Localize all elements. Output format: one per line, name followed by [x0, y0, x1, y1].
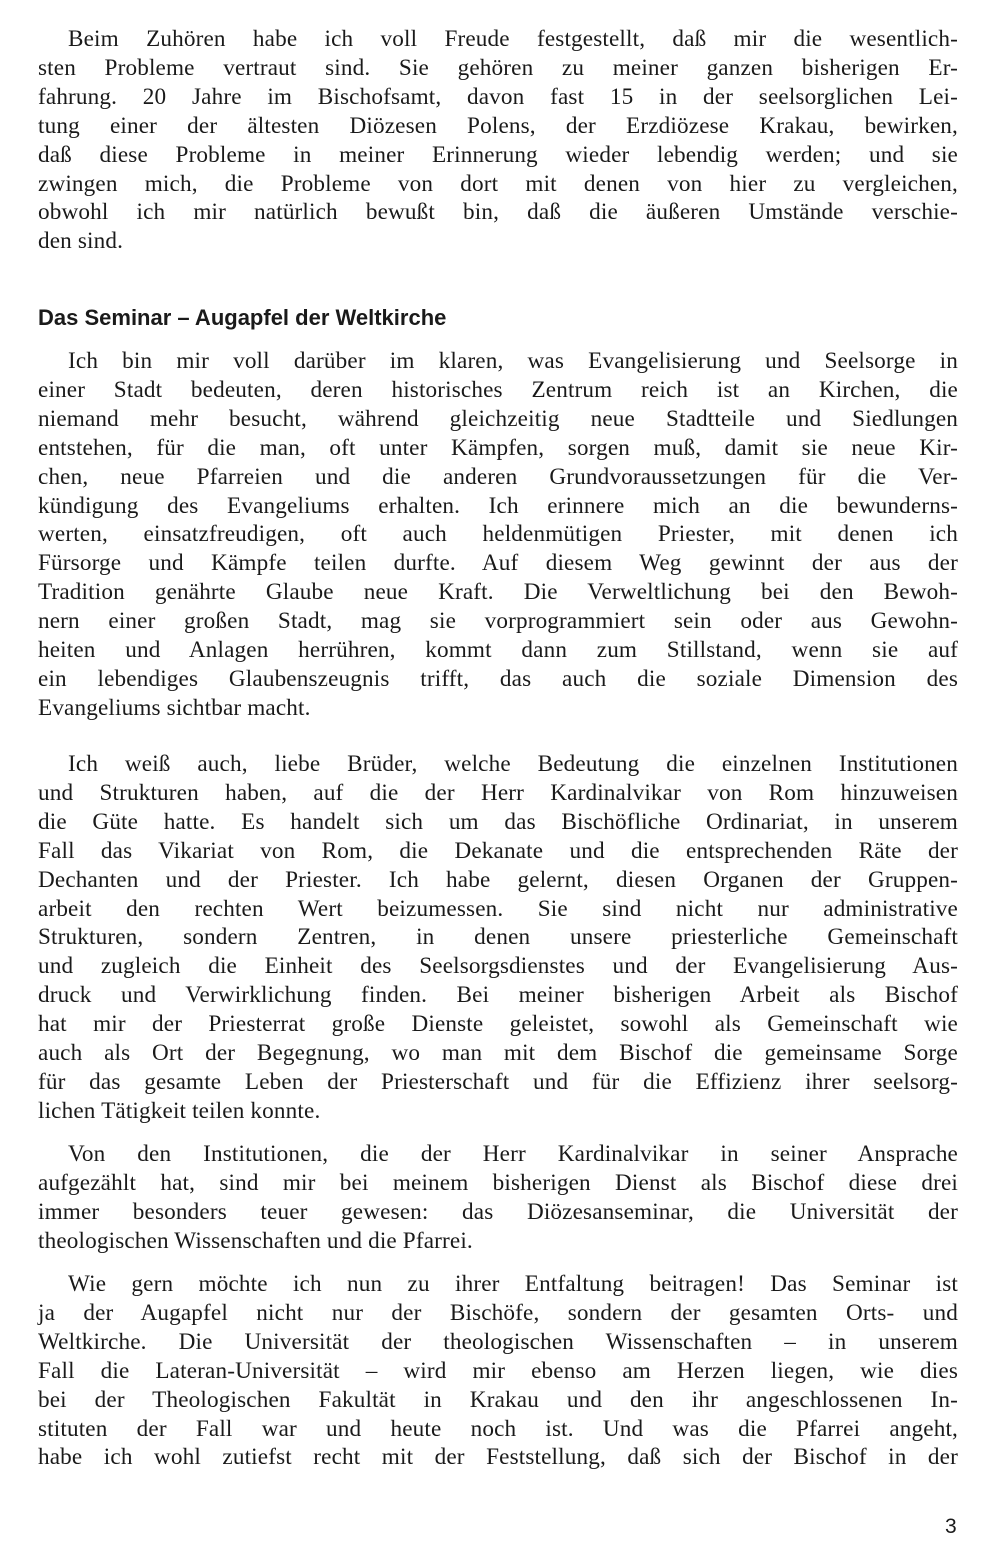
paragraph-4: [38, 1140, 958, 1256]
section-heading: Das Seminar – Augapfel der Weltkirche: [38, 305, 447, 330]
text-line: und zugleich die Einheit des Seelsorgsdienstes und der Evangelisierung Aus-: [38, 953, 958, 980]
text-line: daß diese Probleme in meiner Erinnerung wieder lebendig werden; und sie: [38, 141, 958, 168]
text-line: Fall das Vikariat von Rom, die Dekanate und die entsprechenden Räte der: [38, 837, 958, 864]
paragraph-5: [38, 1270, 958, 1472]
paragraph-1: [38, 25, 958, 256]
text-line: Weltkirche. Die Universität der theologischen Wissenschaften – in unserem: [38, 1328, 958, 1355]
text-line: habe ich wohl zutiefst recht mit der Feststellung, daß sich der Bischof in der: [38, 1444, 958, 1471]
text-line: einer Stadt bedeuten, deren historisches Zentrum reich ist an Kirchen, die: [38, 376, 958, 403]
text-line: niemand mehr besucht, während gleichzeitig neue Stadtteile und Siedlungen: [38, 405, 958, 432]
text-line: die Güte hatte. Es handelt sich um das Bischöfliche Ordinariat, in unserem: [38, 808, 958, 835]
text-line: Fürsorge und Kämpfe teilen durfte. Auf diesem Weg gewinnt der aus der: [38, 550, 958, 577]
text-line: stituten der Fall war und heute noch ist. Und was die Pfarrei angeht,: [38, 1415, 958, 1442]
text-line: nern einer großen Stadt, mag sie vorprogrammiert sein oder aus Gewohn-: [38, 608, 958, 635]
text-line: Strukturen, sondern Zentren, in denen unsere priesterliche Gemeinschaft: [38, 924, 958, 951]
text-line: hat mir der Priesterrat große Dienste geleistet, sowohl als Gemeinschaft wie: [38, 1011, 958, 1038]
text-line: zwingen mich, die Probleme von dort mit denen von hier zu vergleichen,: [38, 170, 958, 197]
text-line: Dechanten und der Priester. Ich habe gelernt, diesen Organen der Gruppen-: [38, 866, 958, 893]
text-line: für das gesamte Leben der Priesterschaft und für die Effizienz ihrer seelsorg-: [38, 1068, 958, 1095]
text-line: lichen Tätigkeit teilen konnte.: [38, 1097, 321, 1124]
text-line: immer besonders teuer gewesen: das Diözesanseminar, die Universität der: [38, 1198, 958, 1225]
text-line: werten, einsatzfreudigen, oft auch heldenmütigen Priester, mit denen ich: [38, 521, 958, 548]
text-line: chen, neue Pfarreien und die anderen Grundvoraussetzungen für die Ver-: [38, 463, 958, 490]
text-line: ein lebendiges Glaubenszeugnis trifft, das auch die soziale Dimension des: [38, 665, 958, 692]
text-line: Ich weiß auch, liebe Brüder, welche Bedeutung die einzelnen Institutionen: [68, 751, 958, 777]
paragraph-3: [38, 750, 958, 1126]
text-line: den sind.: [38, 228, 124, 255]
text-line: Wie gern möchte ich nun zu ihrer Entfaltung beitragen! Das Seminar ist: [68, 1271, 958, 1297]
text-line: heiten und Anlagen herrühren, kommt dann zum Stillstand, wenn sie auf: [38, 637, 958, 664]
text-line: Evangeliums sichtbar macht.: [38, 694, 311, 721]
paragraph-2: [38, 347, 958, 723]
page-number: 3: [945, 1515, 957, 1538]
text-line: fahrung. 20 Jahre im Bischofsamt, davon fast 15 in der seelsorglichen Lei-: [38, 83, 958, 110]
text-line: Beim Zuhören habe ich voll Freude festgestellt, daß mir die wesentlich-: [68, 26, 958, 52]
text-line: entstehen, für die man, oft unter Kämpfen, sorgen muß, damit sie neue Kir-: [38, 434, 958, 461]
text-line: druck und Verwirklichung finden. Bei meiner bisherigen Arbeit als Bischof: [38, 982, 958, 1009]
text-line: ja der Augapfel nicht nur der Bischöfe, sondern der gesamten Orts- und: [38, 1299, 958, 1326]
text-line: Tradition genährte Glaube neue Kraft. Die Verweltlichung bei den Bewoh-: [38, 579, 958, 606]
text-line: Ich bin mir voll darüber im klaren, was Evangelisierung und Seelsorge in: [68, 348, 958, 374]
text-line: kündigung des Evangeliums erhalten. Ich erinnere mich an die bewunderns-: [38, 492, 958, 519]
text-line: und Strukturen haben, auf die der Herr Kardinalvikar von Rom hinzuweisen: [38, 779, 958, 806]
text-line: sten Probleme vertraut sind. Sie gehören zu meiner ganzen bisherigen Er-: [38, 54, 958, 81]
text-line: obwohl ich mir natürlich bewußt bin, daß die äußeren Umstände verschie-: [38, 199, 958, 226]
text-line: Fall die Lateran-Universität – wird mir ebenso am Herzen liegen, wie dies: [38, 1357, 958, 1384]
text-line: auch als Ort der Begegnung, wo man mit dem Bischof die gemeinsame Sorge: [38, 1040, 958, 1067]
text-line: arbeit den rechten Wert beizumessen. Sie sind nicht nur administrative: [38, 895, 958, 922]
text-line: Von den Institutionen, die der Herr Kardinalvikar in seiner Ansprache: [68, 1141, 958, 1167]
text-line: theologischen Wissenschaften und die Pfarrei.: [38, 1227, 473, 1254]
text-line: bei der Theologischen Fakultät in Krakau und den ihr angeschlossenen In-: [38, 1386, 958, 1413]
text-line: aufgezählt hat, sind mir bei meinem bisherigen Dienst als Bischof diese drei: [38, 1169, 958, 1196]
text-line: tung einer der ältesten Diözesen Polens, der Erzdiözese Krakau, bewirken,: [38, 112, 958, 139]
